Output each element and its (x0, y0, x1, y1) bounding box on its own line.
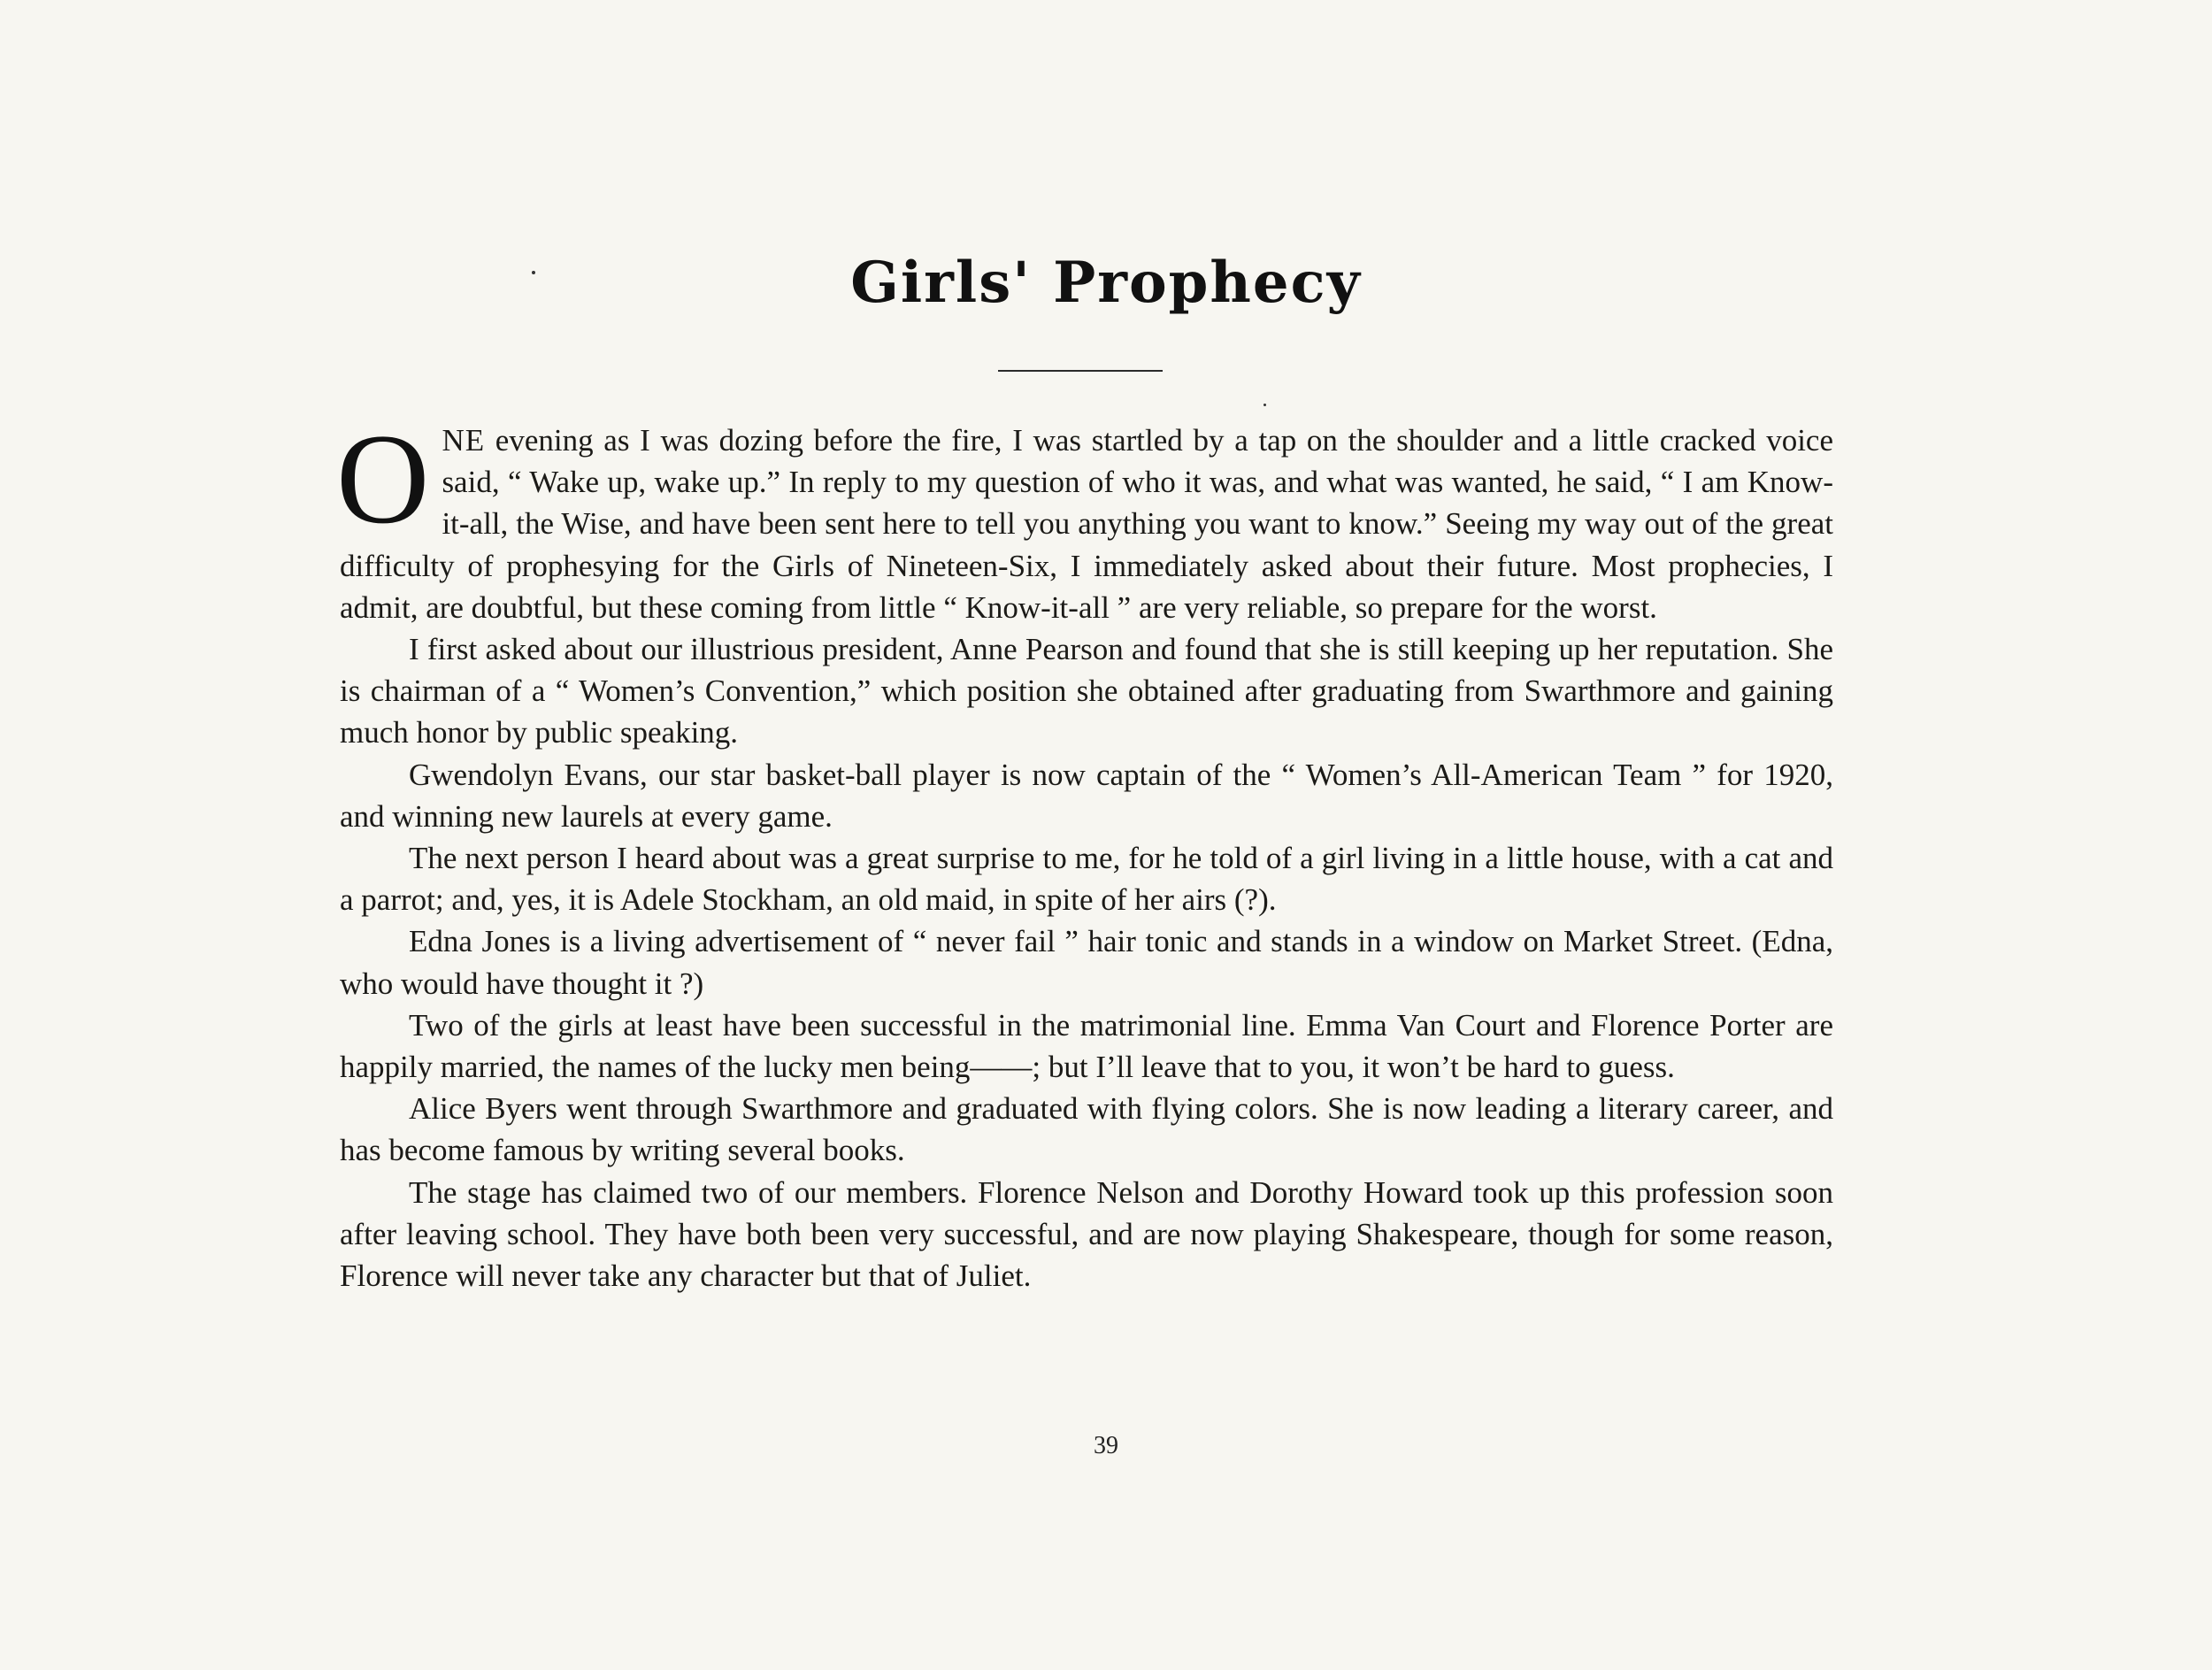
page-title: Girls' Prophecy (850, 250, 1362, 316)
title-divider (998, 370, 1163, 372)
paragraph-6: Two of the girls at least have been successful in the matrimonial line. Emma Van Court and Florence Porter are happily married, the names of the lucky men being——; but I’ll leave that to you, it won’t be hard to guess. (340, 1007, 1833, 1085)
paragraph-4: The next person I heard about was a great surprise to me, for he told of a girl living in a little house, with a cat and a parrot; and, yes, it is Adele Stockham, an old maid, in spite of her airs (?). (340, 841, 1833, 918)
prophecy-body (336, 407, 1833, 1297)
paragraph-2: I first asked about our illustrious president, Anne Pearson and found that she is still keeping up her reputation. She is chairman of a “ Women’s Convention,” which position she obtained after graduating from Swarthmore and gaining much honor by public speaking. (340, 632, 1833, 750)
page-number: 39 (1094, 1432, 1118, 1459)
drop-cap: O (336, 407, 430, 550)
paragraph-1-lead: NE (442, 423, 486, 458)
paragraph-3: Gwendolyn Evans, our star basket-ball player is now captain of the “ Women’s All-American Team ” for 1920, and winning new laurels at every game. (340, 757, 1833, 834)
paper-speck (1263, 404, 1266, 406)
paragraph-8: The stage has claimed two of our members. Florence Nelson and Dorothy Howard took up this profession soon after leaving school. They have both been very successful, and are now playing Shakespeare, though for some reason, Florence will never take any character but that of Juliet. (340, 1174, 1833, 1294)
paragraph-1-text: evening as I was dozing before the fire, I was startled by a tap on the shoulder and a little cracked voice said, “ Wake up, wake up.” In reply to my question of who it was, and what was wanted, he said, “ I am Know-it-all, the Wise, and have been sent here to tell you anything you want to know.” Seeing my way out of the great difficulty of prophesying for the Girls of Nineteen-Six, I immediately asked about their future. Most prophecies, I admit, are doubtful, but these coming from little “ Know-it-all ” are very reliable, so prepare for the worst. (340, 423, 1833, 625)
paragraph-7: Alice Byers went through Swarthmore and graduated with flying colors. She is now leading a literary career, and has become famous by writing several books. (340, 1091, 1833, 1168)
paragraph-5: Edna Jones is a living advertisement of “ never fail ” hair tonic and stands in a window on Market Street. (Edna, who would have thought it ?) (340, 924, 1833, 1001)
paragraph-1 (336, 407, 1833, 628)
